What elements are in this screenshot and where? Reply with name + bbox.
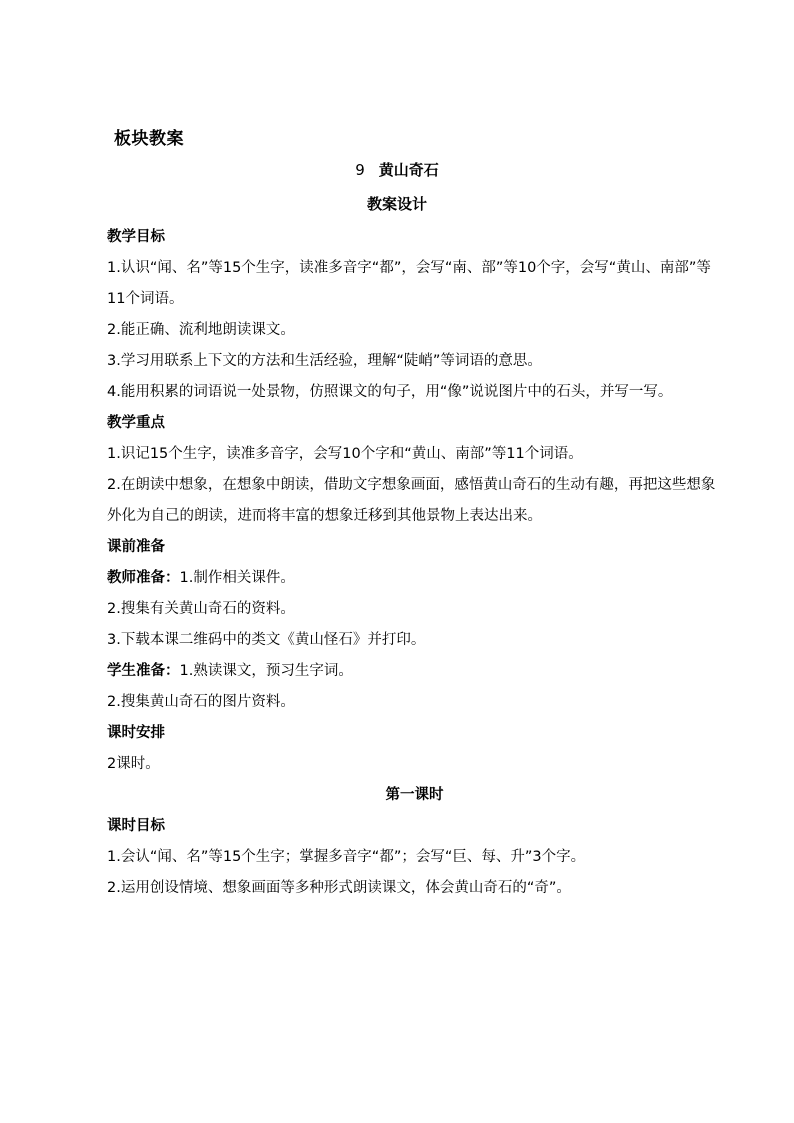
teacher-prep-item-1: 1.制作相关课件。	[179, 570, 295, 586]
goal-item-1: 1.认识“闻、名”等15个生字，读准多音字“都”，会写“南、部”等10个字，会写“黄山、南部”等11个词语。	[107, 260, 711, 307]
focus-item-1: 1.识记15个生字，读准多音字，会写10个字和“黄山、南部”等11个词语。	[107, 446, 583, 462]
student-prep-label: 学生准备：	[107, 663, 180, 679]
section-label: 板块教案	[114, 129, 184, 149]
student-prep-item-1: 1.熟读课文，预习生字词。	[179, 663, 353, 679]
lesson-title-text: 黄山奇石	[378, 161, 439, 179]
goal-item-4: 4.能用积累的词语说一处景物，仿照课文的句子，用“像”说说图片中的石头，并写一写。	[107, 384, 673, 400]
goal-item-3: 3.学习用联系上下文的方法和生活经验，理解“陡峭”等词语的意思。	[107, 353, 542, 369]
focus-heading: 教学重点	[107, 415, 165, 431]
focus-item-2: 2.在朗读中想象，在想象中朗读，借助文字想象画面，感悟黄山奇石的生动有趣，再把这些想象外化为自己的朗读，进而将丰富的想象迁移到其他景物上表达出来。	[107, 477, 716, 524]
teacher-prep-item-2: 2.搜集有关黄山奇石的资料。	[107, 601, 295, 617]
teacher-prep-item-3: 3.下载本课二维码中的类文《黄山怪石》并打印。	[107, 632, 426, 648]
lesson-title	[0, 159, 794, 180]
lesson-goal-item-2: 2.运用创设情境、想象画面等多种形式朗读课文，体会黄山奇石的“奇”。	[107, 880, 571, 896]
goals-heading: 教学目标	[107, 229, 165, 245]
prep-heading: 课前准备	[107, 539, 165, 555]
lesson-goal-item-1: 1.会认“闻、名”等15个生字；掌握多音字“都”；会写“巨、每、升”3个字。	[107, 849, 586, 865]
first-lesson-heading: 第一课时	[385, 787, 444, 803]
schedule-text: 2课时。	[107, 756, 160, 772]
lesson-number: 9	[355, 161, 365, 179]
teacher-prep-label: 教师准备：	[107, 570, 180, 586]
document-body	[107, 222, 722, 904]
design-subtitle: 教案设计	[366, 195, 427, 213]
teacher-prep-line	[107, 563, 722, 594]
student-prep-line	[107, 656, 722, 687]
goal-item-2: 2.能正确、流利地朗读课文。	[107, 322, 295, 338]
student-prep-item-2: 2.搜集黄山奇石的图片资料。	[107, 694, 295, 710]
schedule-heading: 课时安排	[107, 725, 165, 741]
lesson-goals-heading: 课时目标	[107, 818, 165, 834]
